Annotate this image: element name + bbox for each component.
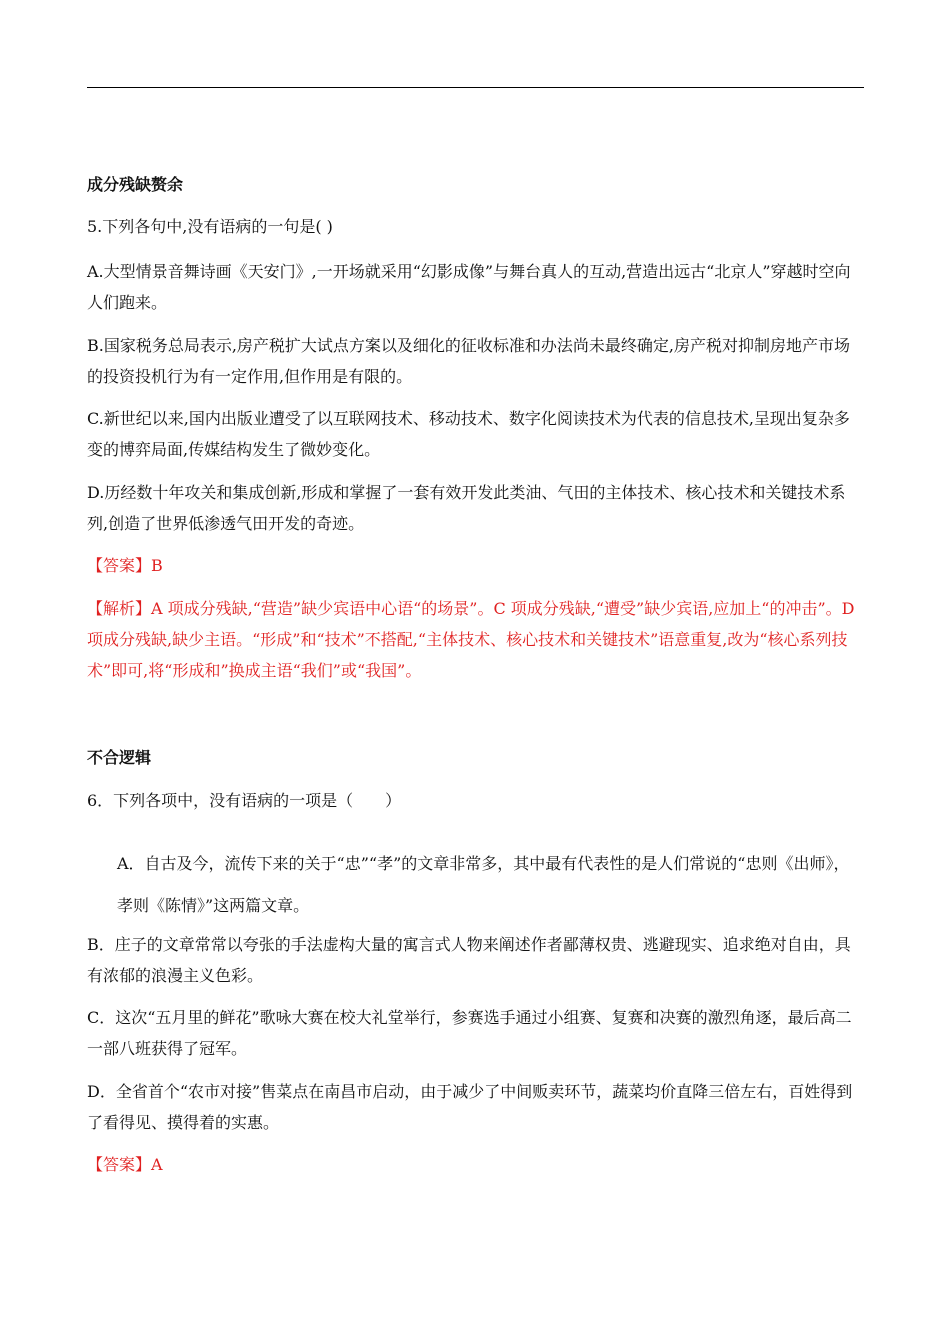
question-5: 5.下列各句中,没有语病的一句是( ) <box>87 217 333 236</box>
option-5b: B.国家税务总局表示,房产税扩大试点方案以及细化的征收标准和办法尚未最终确定,房产税对抑制房地产市场的投资投机行为有一定作用,但作用是有限的。 <box>87 336 851 386</box>
option-5d: D.历经数十年攻关和集成创新,形成和掌握了一套有效开发此类油、气田的主体技术、核心技术和关键技术系列,创造了世界低渗透气田开发的奇迹。 <box>87 483 846 533</box>
option-6a: A．自古及今，流传下来的关于“忠”“孝”的文章非常多，其中最有代表性的是人们常说的“忠则《出师》，孝则《陈情》”这两篇文章。 <box>117 854 850 915</box>
answer-6: 【答案】A <box>87 1155 163 1174</box>
option-6b: B．庄子的文章常常以夸张的手法虚构大量的寓言式人物来阐述作者鄙薄权贵、逃避现实、追求绝对自由，具有浓郁的浪漫主义色彩。 <box>87 935 851 985</box>
answer-5: 【答案】B <box>87 556 163 575</box>
option-5a: A.大型情景音舞诗画《天安门》,一开场就采用“幻影成像”与舞台真人的互动,营造出远古“北京人”穿越时空向人们跑来。 <box>87 262 851 312</box>
analysis-5: 【解析】A 项成分残缺,“营造”缺少宾语中心语“的场景”。C 项成分残缺,“遭受”缺少宾语,应加上“的冲击”。D 项成分残缺,缺少主语。“形成”和“技术”不搭配,“主体技术、核心技术和关键技术”语意重复,改为“核心系列技术”即可,将“形成和”换成主语“我们”或“我国”。 <box>87 599 855 680</box>
section-heading-illogical: 不合逻辑 <box>87 748 152 767</box>
option-6d: D．全省首个“农市对接”售菜点在南昌市启动，由于减少了中间贩卖环节，蔬菜均价直降三倍左右，百姓得到了看得见、摸得着的实惠。 <box>87 1082 853 1132</box>
header-rule <box>87 87 864 88</box>
section-heading-incomplete: 成分残缺赘余 <box>87 175 184 194</box>
option-5c: C.新世纪以来,国内出版业遭受了以互联网技术、移动技术、数字化阅读技术为代表的信息技术,呈现出复杂多变的博弈局面,传媒结构发生了微妙变化。 <box>87 409 850 459</box>
option-6c: C．这次“五月里的鲜花”歌咏大赛在校大礼堂举行，参赛选手通过小组赛、复赛和决赛的激烈角逐，最后高二一部八班获得了冠军。 <box>87 1008 852 1058</box>
question-6: 6．下列各项中，没有语病的一项是（ ） <box>87 791 402 810</box>
